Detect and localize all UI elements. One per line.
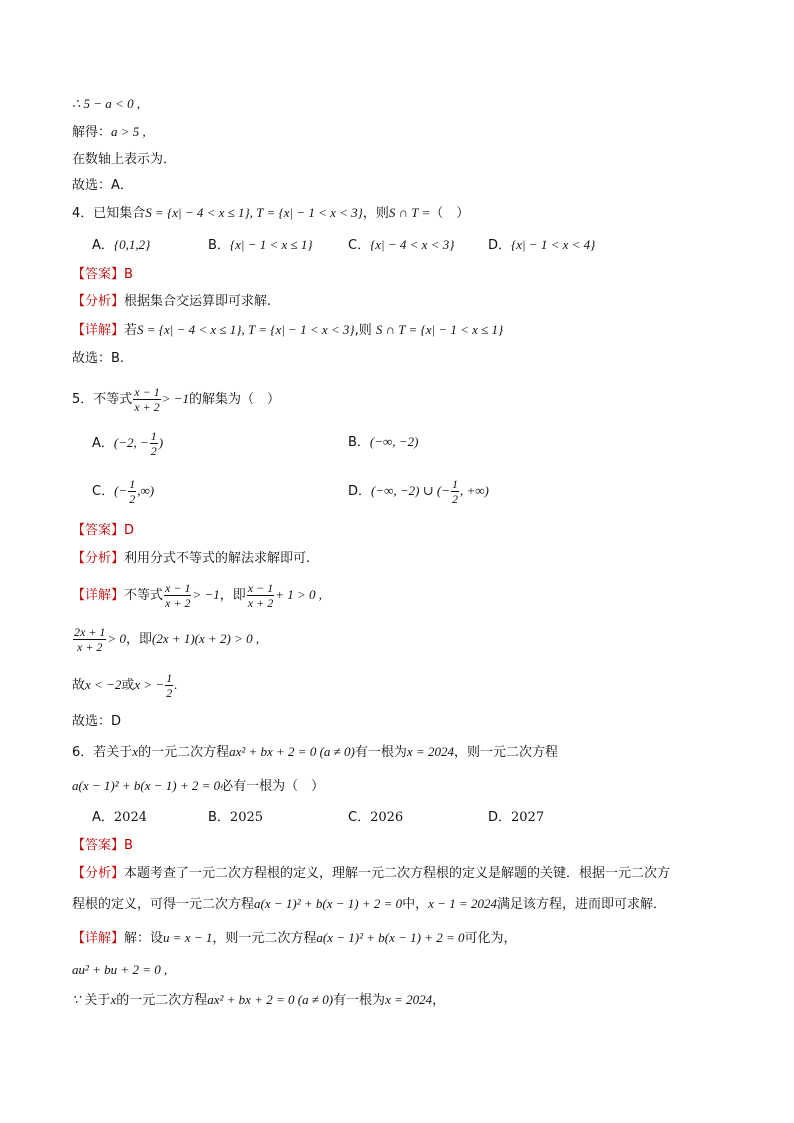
q4-analysis-tag: 【分析】 — [72, 294, 125, 309]
q5-option-b-value: (−∞, −2) — [369, 434, 419, 449]
q6-stem2-post: 必有一根为（ ） — [220, 779, 325, 794]
q5-answer-value: D — [124, 523, 135, 538]
q5-option-c-num: 1 — [129, 477, 136, 491]
q5-detail3-fraction — [165, 671, 173, 700]
q5-analysis — [72, 549, 310, 569]
q5-detail-2 — [72, 624, 259, 655]
q6-analysis1-text: 本题考查了一元二次方程根的定义，理解一元二次方程根的定义是解题的关键．根据一元二次方 — [124, 866, 671, 881]
q6-analysis2-math: a(x − 1)² + b(x − 1) + 2 = 0 — [254, 896, 403, 911]
q5-detail3-or: 或 — [121, 678, 135, 693]
q6-answer-value: B — [124, 838, 133, 853]
q4-stem — [72, 203, 469, 224]
q5-frac-den: x + 2 — [134, 400, 160, 414]
q5-option-d-den: 2 — [451, 492, 458, 506]
q6-option-b-value: 2025 — [229, 810, 264, 825]
q4-option-b-value: {x| − 1 < x ≤ 1} — [229, 237, 313, 252]
q5-stem — [72, 384, 280, 415]
q4-answer — [72, 265, 133, 285]
q4-stem-math: S = {x| − 4 < x ≤ 1}, T = {x| − 1 < x < 3} — [145, 205, 363, 220]
q6-detail-pre: 解：设 — [124, 931, 164, 946]
q4-detail-math2: S ∩ T = {x| − 1 < x ≤ 1} — [375, 322, 504, 337]
q6-detail-1 — [72, 928, 517, 949]
q6-stem1-x: x — [132, 744, 139, 759]
q5-detail-1 — [72, 580, 322, 611]
q5-detail3-den: 2 — [166, 686, 173, 700]
q5-detail3-num: 1 — [166, 671, 173, 685]
q6-detail-post: 可化为， — [464, 931, 517, 946]
q6-detail-2: au² + bu + 2 = 0 , — [72, 962, 168, 977]
q5-frac-num: x − 1 — [134, 385, 160, 399]
q6-option-b[interactable] — [208, 808, 263, 828]
q5-stem-math: > −1 — [161, 391, 190, 406]
q5-option-a-num: 1 — [150, 429, 157, 443]
q4-detail-math: S = {x| − 4 < x ≤ 1}, T = {x| − 1 < x < 3} — [137, 322, 355, 337]
q6-analysis2-post: 满足该方程，进而即可求解． — [496, 897, 666, 912]
line-solve — [72, 122, 146, 143]
q4-option-d[interactable] — [488, 235, 595, 256]
q5-detail-den-1: x + 2 — [165, 596, 191, 610]
q5-answer-tag: 【答案】 — [72, 523, 125, 538]
q6-detail3-post: ， — [432, 993, 446, 1008]
q4-analysis — [72, 292, 271, 312]
q4-detail-tag: 【详解】 — [72, 323, 125, 338]
q4-stem-pre: 4．已知集合 — [72, 206, 146, 221]
q5-option-a[interactable] — [92, 428, 163, 459]
q5-detail-num-2: x − 1 — [247, 581, 274, 595]
q6-detail3-pre: 关于 — [84, 993, 111, 1008]
q5-detail-3 — [72, 670, 177, 701]
q4-option-d-value: {x| − 1 < x < 4} — [511, 237, 596, 252]
q6-option-a-value: 2024 — [113, 810, 147, 825]
q5-detail3-math1: x < −2 — [85, 677, 122, 692]
q5-option-a-label: A． — [92, 436, 114, 451]
q6-option-c-value: 2026 — [370, 810, 404, 825]
q4-option-c-label: C． — [348, 238, 371, 253]
q6-detail-mid: ，则一元二次方程 — [212, 931, 317, 946]
q6-stem-2 — [72, 776, 324, 797]
q4-option-a-value: {0,1,2} — [113, 237, 151, 252]
q5-detail2-fraction — [73, 625, 106, 654]
q5-analysis-text: 利用分式不等式的解法求解即可. — [124, 551, 311, 566]
q6-detail-math: u = x − 1 — [163, 930, 213, 945]
q6-detail-3 — [72, 990, 445, 1011]
q5-detail-fraction-1 — [164, 581, 191, 610]
q5-option-d-label: D． — [348, 484, 372, 499]
q5-option-c-den: 2 — [129, 492, 136, 506]
q6-stem1-pre: 6．若关于 — [72, 745, 133, 760]
q5-detail2-num: 2x + 1 — [74, 625, 106, 639]
q5-option-c[interactable] — [92, 476, 154, 507]
q6-detail3-mid: 的一元二次方程 — [116, 993, 208, 1008]
q5-option-d-num: 1 — [451, 477, 458, 491]
q6-detail-math2: a(x − 1)² + b(x − 1) + 2 = 0 — [316, 930, 465, 945]
q5-detail-post: + 1 > 0 , — [275, 587, 323, 602]
q6-analysis2-mid: 中， — [402, 897, 429, 912]
q5-option-d-pre: (−∞, −2) ∪ (− — [371, 483, 450, 498]
q5-analysis-tag: 【分析】 — [72, 551, 125, 566]
q4-option-a[interactable] — [92, 235, 150, 256]
q4-option-c-value: {x| − 4 < x < 3} — [370, 237, 455, 252]
q6-stem2-math: a(x − 1)² + b(x − 1) + 2 = 0 — [72, 778, 221, 793]
q4-conclusion: 故选：B. — [72, 351, 125, 366]
q6-stem1-math: ax² + bx + 2 = 0 (a ≠ 0) — [229, 744, 355, 759]
q6-analysis-1 — [72, 864, 670, 884]
q5-detail2-gt: > 0 — [107, 631, 126, 646]
q5-detail2-mid: ，即 — [125, 632, 152, 647]
q6-stem-1 — [72, 742, 558, 763]
solve-math: a > 5 , — [111, 124, 146, 139]
line-therefore: ∴ 5 − a < 0 , — [72, 96, 141, 111]
q6-option-a-label: A． — [92, 810, 114, 825]
q6-option-c-label: C． — [348, 810, 371, 825]
q6-analysis-tag: 【分析】 — [72, 866, 125, 881]
q6-option-d-value: 2027 — [511, 810, 545, 825]
q4-detail-pre: 若 — [124, 323, 138, 338]
q5-option-d-fraction — [451, 477, 459, 506]
q4-option-a-label: A． — [92, 238, 114, 253]
q5-detail-den-2: x + 2 — [247, 596, 274, 610]
q5-stem-post: 的解集为（ ） — [189, 392, 281, 407]
q6-option-b-label: B． — [208, 810, 230, 825]
q6-option-d-label: D． — [488, 810, 512, 825]
q6-analysis2-math2: x − 1 = 2024 — [428, 896, 497, 911]
q4-detail-mid: ,则 — [354, 323, 372, 338]
q4-option-d-label: D． — [488, 238, 512, 253]
q4-stem-post: （ ） — [430, 206, 470, 221]
q5-detail-tag: 【详解】 — [72, 588, 125, 603]
q4-option-b-label: B． — [208, 238, 230, 253]
q6-stem1-mid: 的一元二次方程 — [138, 745, 230, 760]
q5-option-b-label: B． — [348, 435, 370, 450]
solve-label: 解得： — [72, 125, 112, 140]
q5-option-c-post: ,∞) — [137, 483, 155, 498]
q6-option-c[interactable] — [348, 808, 403, 828]
line-numberline: 在数轴上表示为． — [72, 152, 177, 167]
q4-answer-value: B — [124, 267, 133, 282]
q6-answer — [72, 836, 133, 856]
q5-detail-fraction-2 — [247, 581, 274, 610]
q5-detail2-math: (2x + 1)(x + 2) > 0 , — [151, 631, 260, 646]
q5-detail-gt: > −1 — [192, 587, 220, 602]
q5-detail-num-1: x − 1 — [165, 581, 191, 595]
q5-option-a-fraction — [150, 429, 158, 458]
q5-answer — [72, 521, 134, 541]
q6-option-d[interactable] — [488, 808, 544, 828]
q5-option-d[interactable] — [348, 476, 489, 507]
q6-detail3-math: ax² + bx + 2 = 0 (a ≠ 0) — [207, 992, 334, 1007]
q5-detail3-post: . — [174, 677, 178, 692]
q5-detail3-math2: x > − — [134, 677, 165, 692]
q5-stem-fraction — [133, 385, 160, 414]
q5-option-a-pre: (−2, − — [113, 435, 149, 450]
q6-stem1-post: ，则一元二次方程 — [453, 745, 558, 760]
q4-option-b[interactable] — [208, 235, 313, 256]
q5-option-a-den: 2 — [150, 444, 157, 458]
q5-detail2-den: x + 2 — [77, 640, 103, 654]
q6-detail3-math2: x = 2024 — [385, 992, 433, 1007]
q5-option-c-label: C． — [92, 484, 115, 499]
q5-detail3-pre: 故 — [72, 678, 86, 693]
q6-analysis-2 — [72, 894, 666, 915]
q5-option-d-post: , +∞) — [459, 483, 489, 498]
q5-option-a-post: ) — [158, 435, 164, 450]
q6-stem1-math2: x = 2024 — [406, 744, 454, 759]
q6-analysis2-pre: 程根的定义，可得一元二次方程 — [72, 897, 255, 912]
q4-detail — [72, 320, 503, 341]
q4-stem-mid: ，则 — [362, 206, 389, 221]
q4-stem-math2: S ∩ T = — [388, 205, 431, 220]
q6-answer-tag: 【答案】 — [72, 838, 125, 853]
because-symbol: ∵ — [72, 992, 81, 1007]
q6-detail3-x: x — [110, 992, 117, 1007]
line-choose-a: 故选：A． — [72, 178, 133, 193]
q6-detail3-mid2: 有一根为 — [333, 993, 386, 1008]
q4-option-c[interactable] — [348, 235, 454, 256]
q5-detail-mid: ，即 — [219, 588, 246, 603]
q4-analysis-text: 根据集合交运算即可求解. — [124, 294, 272, 309]
q5-conclusion: 故选：D — [72, 714, 122, 729]
q4-answer-tag: 【答案】 — [72, 267, 125, 282]
q6-detail-tag: 【详解】 — [72, 931, 125, 946]
q5-option-b[interactable] — [348, 432, 418, 453]
q6-option-a[interactable] — [92, 808, 147, 828]
q5-option-c-pre: (− — [114, 483, 128, 498]
q5-detail-pre: 不等式 — [124, 588, 164, 603]
q5-stem-pre: 5．不等式 — [72, 392, 133, 407]
q5-option-c-fraction — [128, 477, 136, 506]
q6-stem1-mid2: 有一根为 — [354, 745, 407, 760]
